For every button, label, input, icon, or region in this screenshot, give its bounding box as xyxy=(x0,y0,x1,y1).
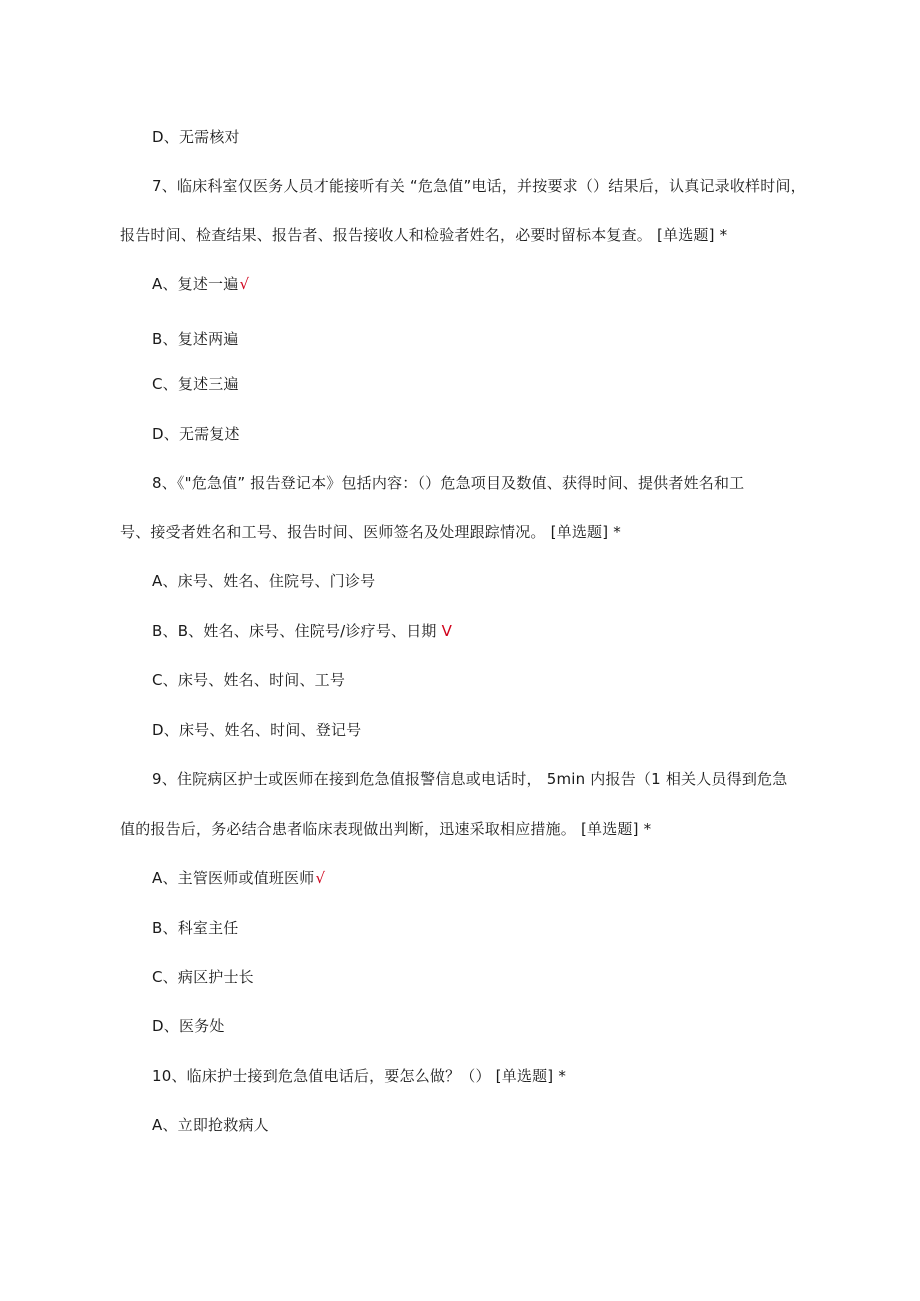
q8-question-line2: 号、接受者姓名和工号、报告时间、医师签名及处理跟踪情况。 [单选题] * xyxy=(120,523,621,541)
correct-check-mark: V xyxy=(441,622,453,640)
q10-option-a xyxy=(152,1115,269,1135)
option-text: B、复述两遍 xyxy=(152,330,239,348)
q6-option-d: D、无需核对 xyxy=(152,128,240,146)
option-text: C、复述三遍 xyxy=(152,375,239,393)
q9-option-d xyxy=(152,1016,225,1036)
option-text: D、医务处 xyxy=(152,1017,225,1035)
option-text: C、床号、姓名、时间、工号 xyxy=(152,671,346,689)
option-text: A、立即抢救病人 xyxy=(152,1116,269,1134)
correct-check-mark: √ xyxy=(315,869,326,887)
q7-question-line1: 7、临床科室仅医务人员才能接听有关 “危急值”电话，并按要求（）结果后，认真记录收样时间， xyxy=(152,177,806,195)
q8-question-line1: 8、《"危急值” 报告登记本》包括内容：（）危急项目及数值、获得时间、提供者姓名和工 xyxy=(152,474,745,492)
q9-option-a xyxy=(152,868,325,888)
q9-question-line2: 值的报告后，务必结合患者临床表现做出判断，迅速采取相应措施。 [单选题] * xyxy=(120,820,652,838)
option-text: B、B、姓名、床号、住院号/诊疗号、日期 xyxy=(152,622,437,640)
q7-option-a xyxy=(152,274,249,294)
correct-check-mark: √ xyxy=(239,275,250,293)
option-text: D、无需复述 xyxy=(152,425,240,443)
q8-option-b xyxy=(152,621,452,641)
option-text: D、床号、姓名、时间、登记号 xyxy=(152,721,362,739)
q8-option-a xyxy=(152,571,375,591)
q8-option-d xyxy=(152,720,361,740)
option-text: A、主管医师或值班医师 xyxy=(152,869,315,887)
q7-option-d xyxy=(152,424,240,444)
option-text: C、病区护士长 xyxy=(152,968,254,986)
q9-question-line1: 9、住院病区护士或医师在接到危急值报警信息或电话时， 5min 内报告（1 相关人员得到危急 xyxy=(152,770,788,788)
q9-option-b xyxy=(152,918,239,938)
option-text: A、复述一遍 xyxy=(152,275,239,293)
q8-option-c xyxy=(152,670,345,690)
option-text: A、床号、姓名、住院号、门诊号 xyxy=(152,572,376,590)
q7-option-b xyxy=(152,329,239,349)
option-text: B、科室主任 xyxy=(152,919,239,937)
q7-option-c xyxy=(152,374,239,394)
q7-question-line2: 报告时间、检查结果、报告者、报告接收人和检验者姓名，必要时留标本复查。 [单选题] * xyxy=(120,226,728,244)
q10-question-line1: 10、临床护士接到危急值电话后，要怎么做？（） [单选题] * xyxy=(152,1067,567,1085)
q9-option-c xyxy=(152,967,254,987)
